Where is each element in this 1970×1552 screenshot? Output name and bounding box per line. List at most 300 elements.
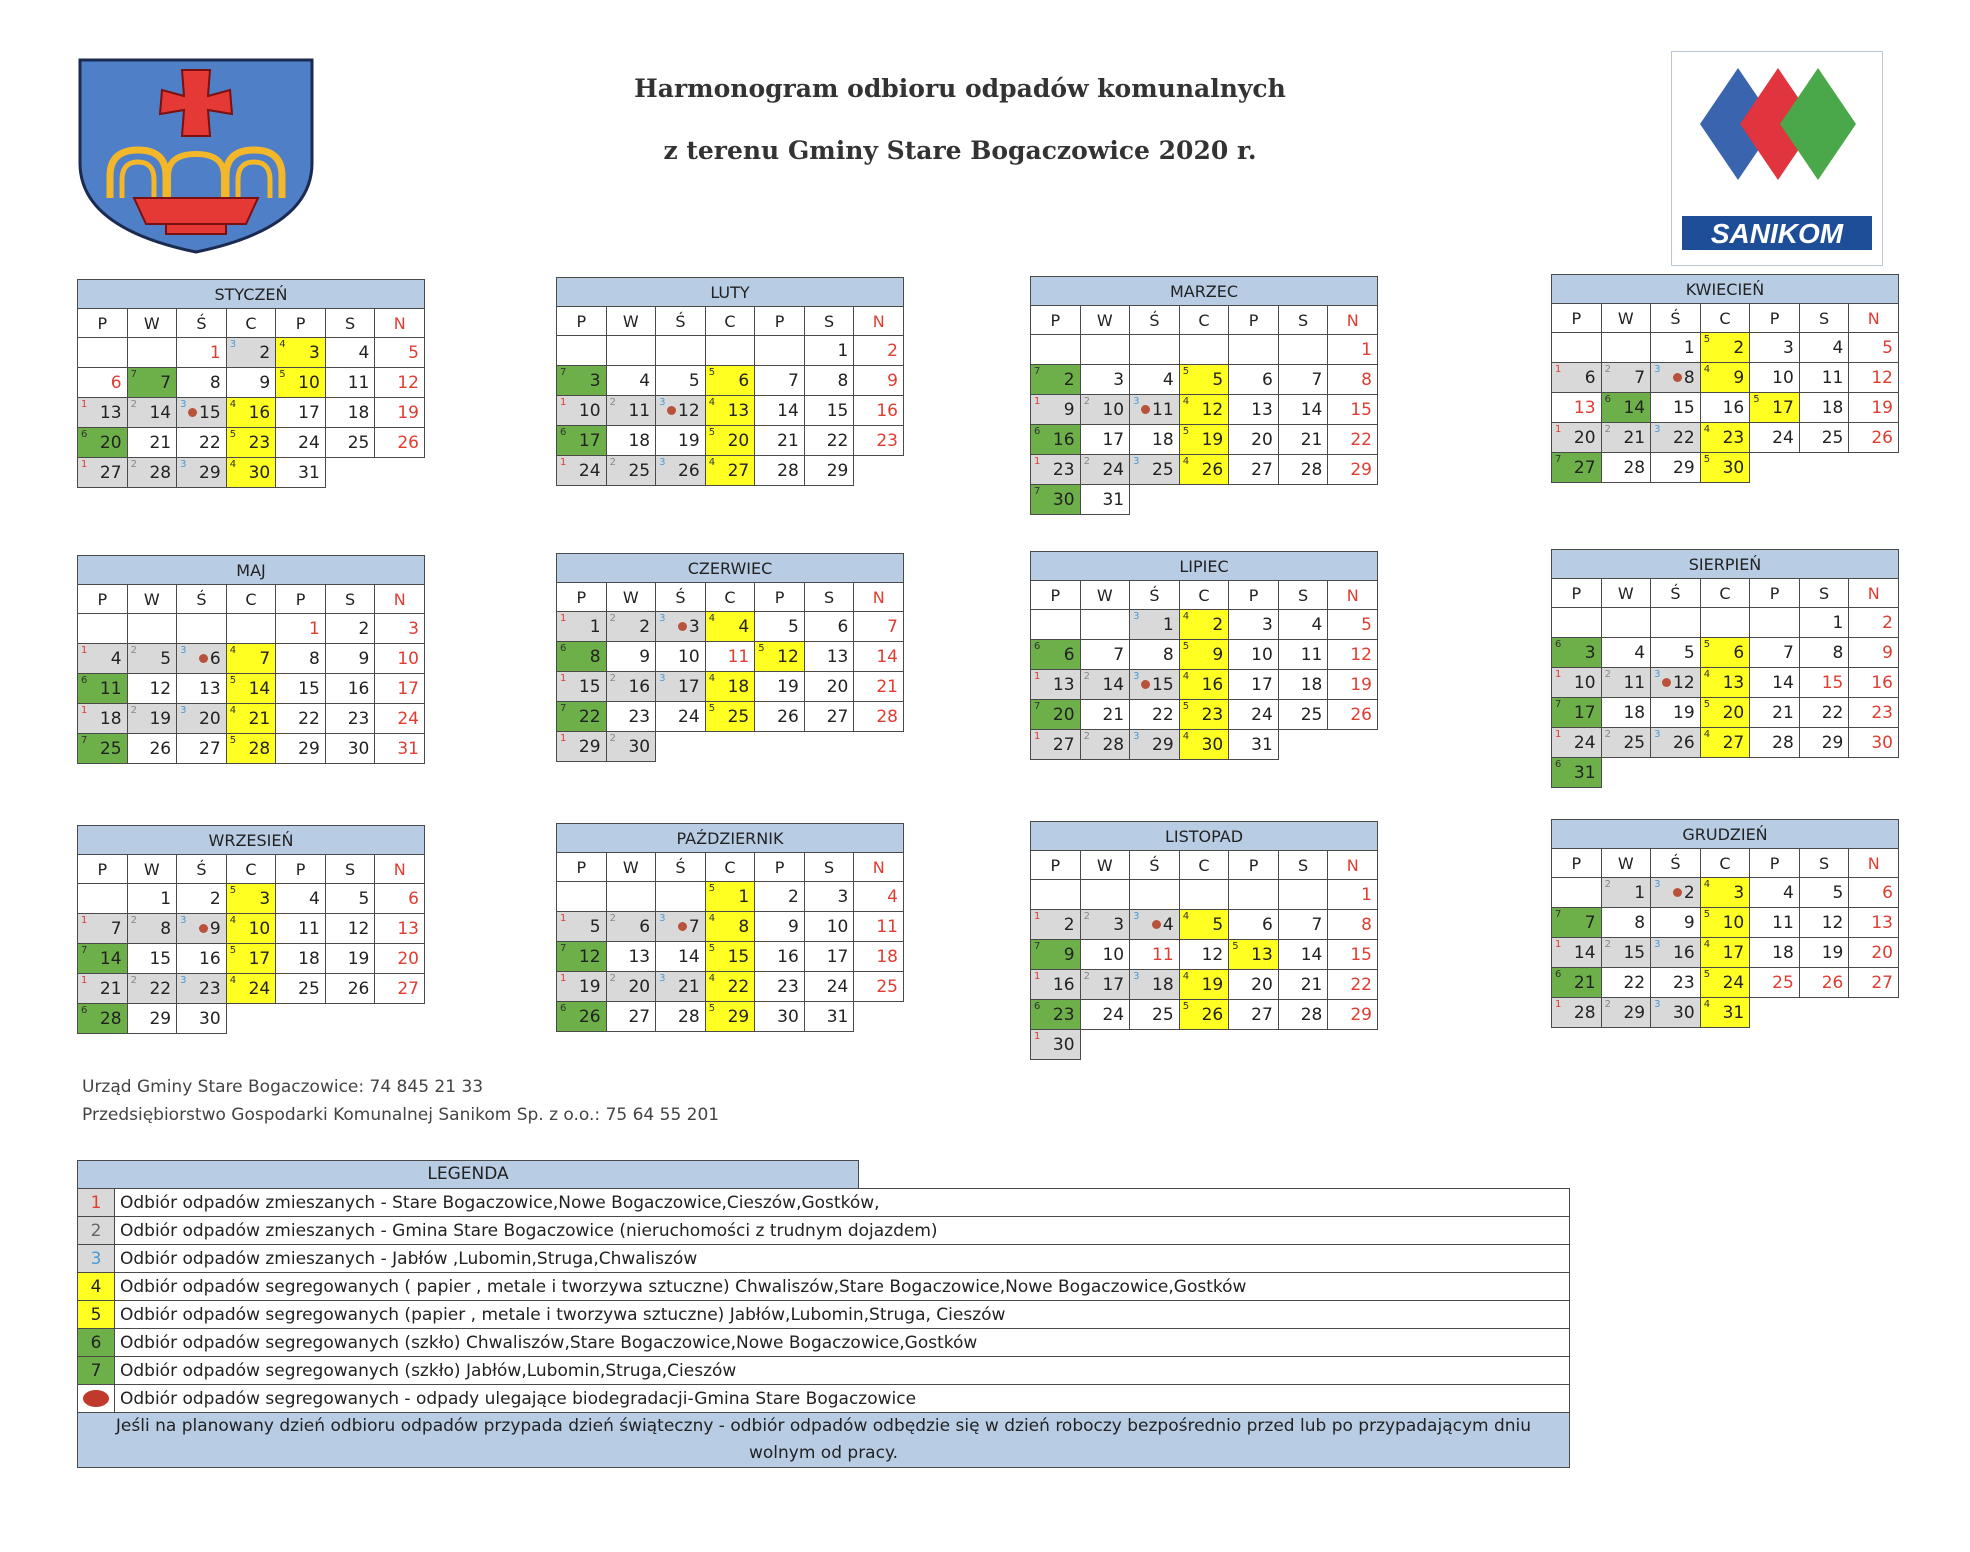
day-cell (705, 672, 755, 702)
legend-key: 6 (78, 1329, 115, 1357)
day-cell (127, 974, 177, 1004)
empty-day-cell (1278, 1030, 1328, 1060)
day-cell (177, 884, 227, 914)
day-cell (127, 428, 177, 458)
day-cell (325, 338, 375, 368)
day-cell (656, 366, 706, 396)
day-number: 30 (199, 1008, 221, 1029)
day-number: 16 (1871, 672, 1893, 693)
collection-code: 5 (229, 675, 237, 686)
weekday-header: N (854, 307, 904, 336)
collection-code: 7 (560, 367, 567, 378)
empty-day-cell (1031, 880, 1081, 910)
day-cell (804, 912, 854, 942)
day-number: 20 (1573, 427, 1596, 448)
day-number: 15 (298, 678, 320, 699)
day-number: 18 (1300, 674, 1323, 695)
empty-day-cell (1601, 333, 1651, 363)
collection-code: 1 (81, 459, 88, 470)
empty-day-cell (1750, 998, 1800, 1028)
day-number: 3 (688, 616, 700, 637)
collection-code: 2 (609, 673, 616, 684)
day-number: 6 (738, 370, 750, 391)
day-number: 23 (777, 976, 799, 997)
empty-day-cell (755, 732, 805, 762)
day-number: 30 (777, 1006, 799, 1027)
day-cell (557, 672, 607, 702)
empty-day-cell (1799, 998, 1849, 1028)
collection-code: 4 (708, 397, 716, 408)
day-cell (1849, 878, 1899, 908)
collection-code: 1 (1034, 1031, 1041, 1042)
day-number: 1 (308, 618, 320, 639)
collection-code: 5 (279, 369, 286, 380)
collection-code: 3 (1654, 999, 1661, 1010)
legend-key: 5 (78, 1301, 115, 1329)
weekday-header: P (557, 853, 607, 882)
collection-code: 4 (229, 975, 237, 986)
day-number: 26 (347, 978, 370, 999)
day-number: 23 (1052, 459, 1075, 480)
collection-code: 3 (1133, 611, 1140, 622)
day-number: 17 (248, 948, 271, 969)
day-cell (1031, 940, 1081, 970)
day-number: 25 (1152, 1004, 1174, 1025)
day-cell (1849, 668, 1899, 698)
day-cell (705, 366, 755, 396)
day-cell (854, 396, 904, 426)
day-number: 20 (727, 430, 750, 451)
day-cell (78, 674, 128, 704)
day-number: 11 (1821, 367, 1844, 388)
day-number: 27 (826, 706, 849, 727)
weekday-header: N (1849, 579, 1899, 608)
collection-code: 5 (1753, 394, 1760, 405)
day-number: 25 (298, 978, 320, 999)
day-number: 12 (1350, 644, 1372, 665)
collection-code: 3 (1133, 971, 1140, 982)
day-cell (1601, 908, 1651, 938)
day-cell (1700, 698, 1750, 728)
weekday-header: P (1750, 304, 1800, 333)
day-cell (325, 704, 375, 734)
day-number: 8 (209, 372, 221, 393)
day-number: 8 (589, 646, 601, 667)
legend-key: 3 (78, 1245, 115, 1273)
weekday-header: S (804, 583, 854, 612)
day-cell (557, 1002, 607, 1032)
day-number: 18 (1821, 397, 1844, 418)
day-number: 22 (1821, 702, 1844, 723)
empty-day-cell (1799, 453, 1849, 483)
day-number: 11 (1300, 644, 1323, 665)
collection-code: 3 (659, 673, 666, 684)
day-cell (1031, 730, 1081, 760)
day-cell (854, 912, 904, 942)
calendar-july (1030, 551, 1378, 760)
day-cell (606, 642, 656, 672)
day-number: 21 (1300, 974, 1323, 995)
day-cell (1601, 878, 1651, 908)
day-number: 21 (1772, 702, 1794, 723)
collection-code: 4 (1703, 364, 1711, 375)
empty-day-cell (1130, 880, 1180, 910)
day-cell (1601, 968, 1651, 998)
day-cell (1179, 1000, 1229, 1030)
day-cell (1031, 455, 1081, 485)
collection-code: 5 (1182, 641, 1190, 652)
day-cell (1278, 940, 1328, 970)
day-cell (276, 368, 326, 398)
day-cell (1080, 455, 1130, 485)
day-number: 4 (1162, 369, 1174, 390)
day-number: 24 (678, 706, 700, 727)
month-name: LIPIEC (1031, 552, 1378, 581)
collection-code: 6 (1555, 759, 1562, 770)
collection-code: 4 (229, 645, 237, 656)
day-cell (1278, 425, 1328, 455)
weekday-header: P (755, 583, 805, 612)
day-number: 2 (1882, 612, 1893, 633)
day-cell (1130, 365, 1180, 395)
day-number: 13 (199, 678, 221, 699)
collection-code: 1 (1555, 939, 1562, 950)
collection-code: 5 (1703, 334, 1711, 345)
day-number: 16 (1673, 942, 1695, 963)
day-cell (1799, 393, 1849, 423)
collection-code: 5 (758, 643, 765, 654)
day-cell (226, 644, 276, 674)
weekday-header: S (325, 585, 375, 614)
weekday-header: P (1552, 849, 1602, 878)
weekday-header: W (127, 309, 177, 338)
day-cell (557, 732, 607, 762)
month-name: CZERWIEC (557, 554, 904, 583)
day-cell (1849, 908, 1899, 938)
collection-code: 2 (130, 705, 137, 716)
weekday-header: C (1700, 579, 1750, 608)
day-number: 28 (1623, 457, 1646, 478)
day-cell (1849, 638, 1899, 668)
page-title: Harmonogram odbioru odpadów komunalnych (634, 74, 1286, 103)
weekday-header: N (1328, 581, 1378, 610)
day-cell (557, 702, 607, 732)
day-cell (226, 884, 276, 914)
day-number: 14 (678, 946, 700, 967)
day-number: 13 (826, 646, 849, 667)
month-name: GRUDZIEŃ (1552, 820, 1899, 849)
day-cell (1651, 638, 1701, 668)
day-cell (1031, 640, 1081, 670)
empty-day-cell (1130, 485, 1180, 515)
day-number: 29 (149, 1008, 172, 1029)
day-number: 30 (1052, 1034, 1075, 1055)
day-cell (127, 944, 177, 974)
day-number: 17 (1102, 429, 1125, 450)
day-cell (276, 644, 326, 674)
day-number: 11 (1772, 912, 1794, 933)
day-number: 19 (397, 402, 419, 423)
day-cell (1601, 638, 1651, 668)
weekday-header: P (1229, 306, 1279, 335)
day-cell (177, 368, 227, 398)
day-number: 29 (199, 462, 221, 483)
day-cell (1278, 395, 1328, 425)
day-cell (325, 368, 375, 398)
weekday-header: P (1750, 579, 1800, 608)
day-number: 7 (1584, 912, 1596, 933)
empty-day-cell (325, 458, 375, 488)
day-number: 28 (1772, 732, 1794, 753)
day-number: 10 (1102, 944, 1125, 965)
day-number: 23 (199, 978, 221, 999)
day-number: 3 (1782, 337, 1794, 358)
day-number: 28 (99, 1008, 122, 1029)
day-number: 9 (358, 648, 370, 669)
collection-code: 5 (708, 427, 716, 438)
day-cell (226, 944, 276, 974)
bio-waste-dot-icon (1673, 888, 1682, 897)
day-cell (1799, 638, 1849, 668)
day-cell (177, 734, 227, 764)
day-cell (755, 396, 805, 426)
day-number: 11 (1623, 672, 1646, 693)
day-cell (1552, 968, 1602, 998)
day-cell (1700, 638, 1750, 668)
day-cell (606, 456, 656, 486)
day-number: 11 (876, 916, 898, 937)
legend-row (78, 1385, 1570, 1413)
day-cell (804, 672, 854, 702)
day-cell (78, 428, 128, 458)
collection-code: 7 (1034, 941, 1041, 952)
collection-code: 3 (1654, 669, 1661, 680)
day-cell (1651, 968, 1701, 998)
day-number: 11 (727, 646, 750, 667)
day-number: 23 (1673, 972, 1695, 993)
legend-row (78, 1189, 1570, 1217)
collection-code: 3 (1133, 671, 1140, 682)
day-cell (755, 1002, 805, 1032)
day-number: 25 (1623, 732, 1646, 753)
day-cell (1179, 970, 1229, 1000)
collection-code: 1 (560, 973, 567, 984)
day-cell (177, 428, 227, 458)
day-cell (375, 734, 425, 764)
collection-code: 1 (560, 673, 567, 684)
day-cell (1651, 698, 1701, 728)
day-number: 18 (99, 708, 122, 729)
day-cell (276, 914, 326, 944)
collection-code: 5 (1182, 426, 1190, 437)
day-cell (1179, 700, 1229, 730)
day-number: 3 (259, 888, 271, 909)
bio-waste-dot-icon (1152, 920, 1161, 929)
day-cell (705, 702, 755, 732)
collection-code: 1 (1555, 729, 1562, 740)
day-cell (1179, 670, 1229, 700)
day-number: 19 (1201, 974, 1224, 995)
collection-code: 2 (1604, 999, 1611, 1010)
empty-day-cell (1700, 758, 1750, 788)
day-cell (375, 914, 425, 944)
collection-code: 5 (1703, 699, 1711, 710)
empty-day-cell (1328, 485, 1378, 515)
day-number: 22 (1673, 427, 1695, 448)
collection-code: 5 (1182, 1001, 1190, 1012)
day-cell (755, 912, 805, 942)
day-cell (226, 704, 276, 734)
day-cell (1799, 728, 1849, 758)
day-number: 24 (1573, 732, 1596, 753)
collection-code: 1 (1034, 396, 1041, 407)
day-number: 9 (259, 372, 271, 393)
month-name: SIERPIEŃ (1552, 550, 1899, 579)
day-cell (1130, 970, 1180, 1000)
day-cell (226, 914, 276, 944)
collection-code: 4 (708, 913, 716, 924)
day-number: 4 (1634, 642, 1646, 663)
day-cell (1328, 335, 1378, 365)
day-number: 20 (99, 432, 122, 453)
day-cell (804, 1002, 854, 1032)
day-cell (755, 972, 805, 1002)
day-number: 14 (99, 948, 122, 969)
day-cell (1278, 455, 1328, 485)
collection-code: 5 (1703, 639, 1711, 650)
weekday-header: N (375, 585, 425, 614)
day-cell (375, 884, 425, 914)
day-number: 7 (1634, 367, 1646, 388)
day-cell (755, 642, 805, 672)
empty-day-cell (375, 1004, 425, 1034)
day-number: 12 (1673, 672, 1695, 693)
day-cell (276, 614, 326, 644)
collection-code: 3 (1654, 424, 1661, 435)
collection-code: 3 (659, 973, 666, 984)
legend-row (78, 1329, 1570, 1357)
day-cell (705, 642, 755, 672)
collection-code: 5 (708, 703, 716, 714)
weekday-header: S (1278, 306, 1328, 335)
legend-key: 7 (78, 1357, 115, 1385)
weekday-header: Ś (1130, 851, 1180, 880)
day-cell (1031, 1000, 1081, 1030)
empty-day-cell (1179, 1030, 1229, 1060)
day-number: 28 (1300, 1004, 1323, 1025)
day-cell (557, 912, 607, 942)
day-cell (705, 396, 755, 426)
day-cell (78, 368, 128, 398)
day-number: 20 (1251, 429, 1273, 450)
day-cell (1700, 998, 1750, 1028)
day-cell (557, 426, 607, 456)
day-cell (606, 426, 656, 456)
day-cell (325, 914, 375, 944)
bio-waste-dot-icon (1673, 373, 1682, 382)
weekday-header: P (1229, 851, 1279, 880)
day-number: 10 (1251, 644, 1273, 665)
day-number: 21 (678, 976, 700, 997)
day-number: 6 (209, 648, 221, 669)
empty-day-cell (557, 336, 607, 366)
day-cell (656, 426, 706, 456)
day-cell (1229, 970, 1279, 1000)
day-number: 13 (1251, 944, 1273, 965)
collection-code: 7 (1034, 486, 1041, 497)
collection-code: 2 (1083, 456, 1090, 467)
month-table (1030, 551, 1378, 760)
empty-day-cell (226, 614, 276, 644)
day-number: 29 (727, 1006, 750, 1027)
day-number: 16 (1052, 974, 1075, 995)
day-number: 27 (727, 460, 750, 481)
day-cell (705, 426, 755, 456)
day-number: 1 (1832, 612, 1844, 633)
day-number: 30 (248, 462, 271, 483)
day-number: 3 (1733, 882, 1745, 903)
day-number: 18 (1772, 942, 1794, 963)
weekday-header: N (375, 855, 425, 884)
day-number: 4 (110, 648, 122, 669)
weekday-header: P (1750, 849, 1800, 878)
weekday-header: S (325, 855, 375, 884)
day-cell (177, 944, 227, 974)
collection-code: 7 (130, 369, 137, 380)
day-number: 20 (826, 676, 849, 697)
collection-code: 5 (1232, 941, 1239, 952)
day-cell (1031, 910, 1081, 940)
collection-code: 3 (1133, 731, 1140, 742)
day-cell (804, 942, 854, 972)
day-cell (1700, 938, 1750, 968)
day-cell (1849, 333, 1899, 363)
collection-code: 2 (609, 397, 616, 408)
day-cell (1229, 730, 1279, 760)
collection-code: 5 (229, 429, 237, 440)
day-number: 7 (110, 918, 122, 939)
empty-day-cell (1179, 880, 1229, 910)
weekday-header: S (804, 853, 854, 882)
day-number: 10 (1722, 912, 1745, 933)
day-cell (1328, 970, 1378, 1000)
day-number: 2 (639, 616, 651, 637)
empty-day-cell (177, 614, 227, 644)
collection-code: 2 (1604, 424, 1611, 435)
day-number: 8 (308, 648, 320, 669)
day-number: 2 (1063, 369, 1075, 390)
day-number: 5 (408, 342, 419, 363)
day-cell (1328, 610, 1378, 640)
day-number: 28 (777, 460, 799, 481)
day-cell (1700, 728, 1750, 758)
contact-office: Urząd Gminy Stare Bogaczowice: 74 845 21 33 (82, 1077, 484, 1097)
day-cell (1651, 728, 1701, 758)
day-number: 26 (149, 738, 172, 759)
day-number: 8 (738, 916, 750, 937)
legend-row (78, 1217, 1570, 1245)
day-number: 16 (1201, 674, 1224, 695)
day-cell (606, 1002, 656, 1032)
day-cell (1552, 758, 1602, 788)
day-number: 10 (298, 372, 320, 393)
day-number: 4 (358, 342, 370, 363)
collection-code: 7 (1034, 366, 1041, 377)
collection-code: 3 (659, 397, 666, 408)
legend-key: 2 (78, 1217, 115, 1245)
weekday-header: P (276, 585, 326, 614)
day-cell (127, 704, 177, 734)
